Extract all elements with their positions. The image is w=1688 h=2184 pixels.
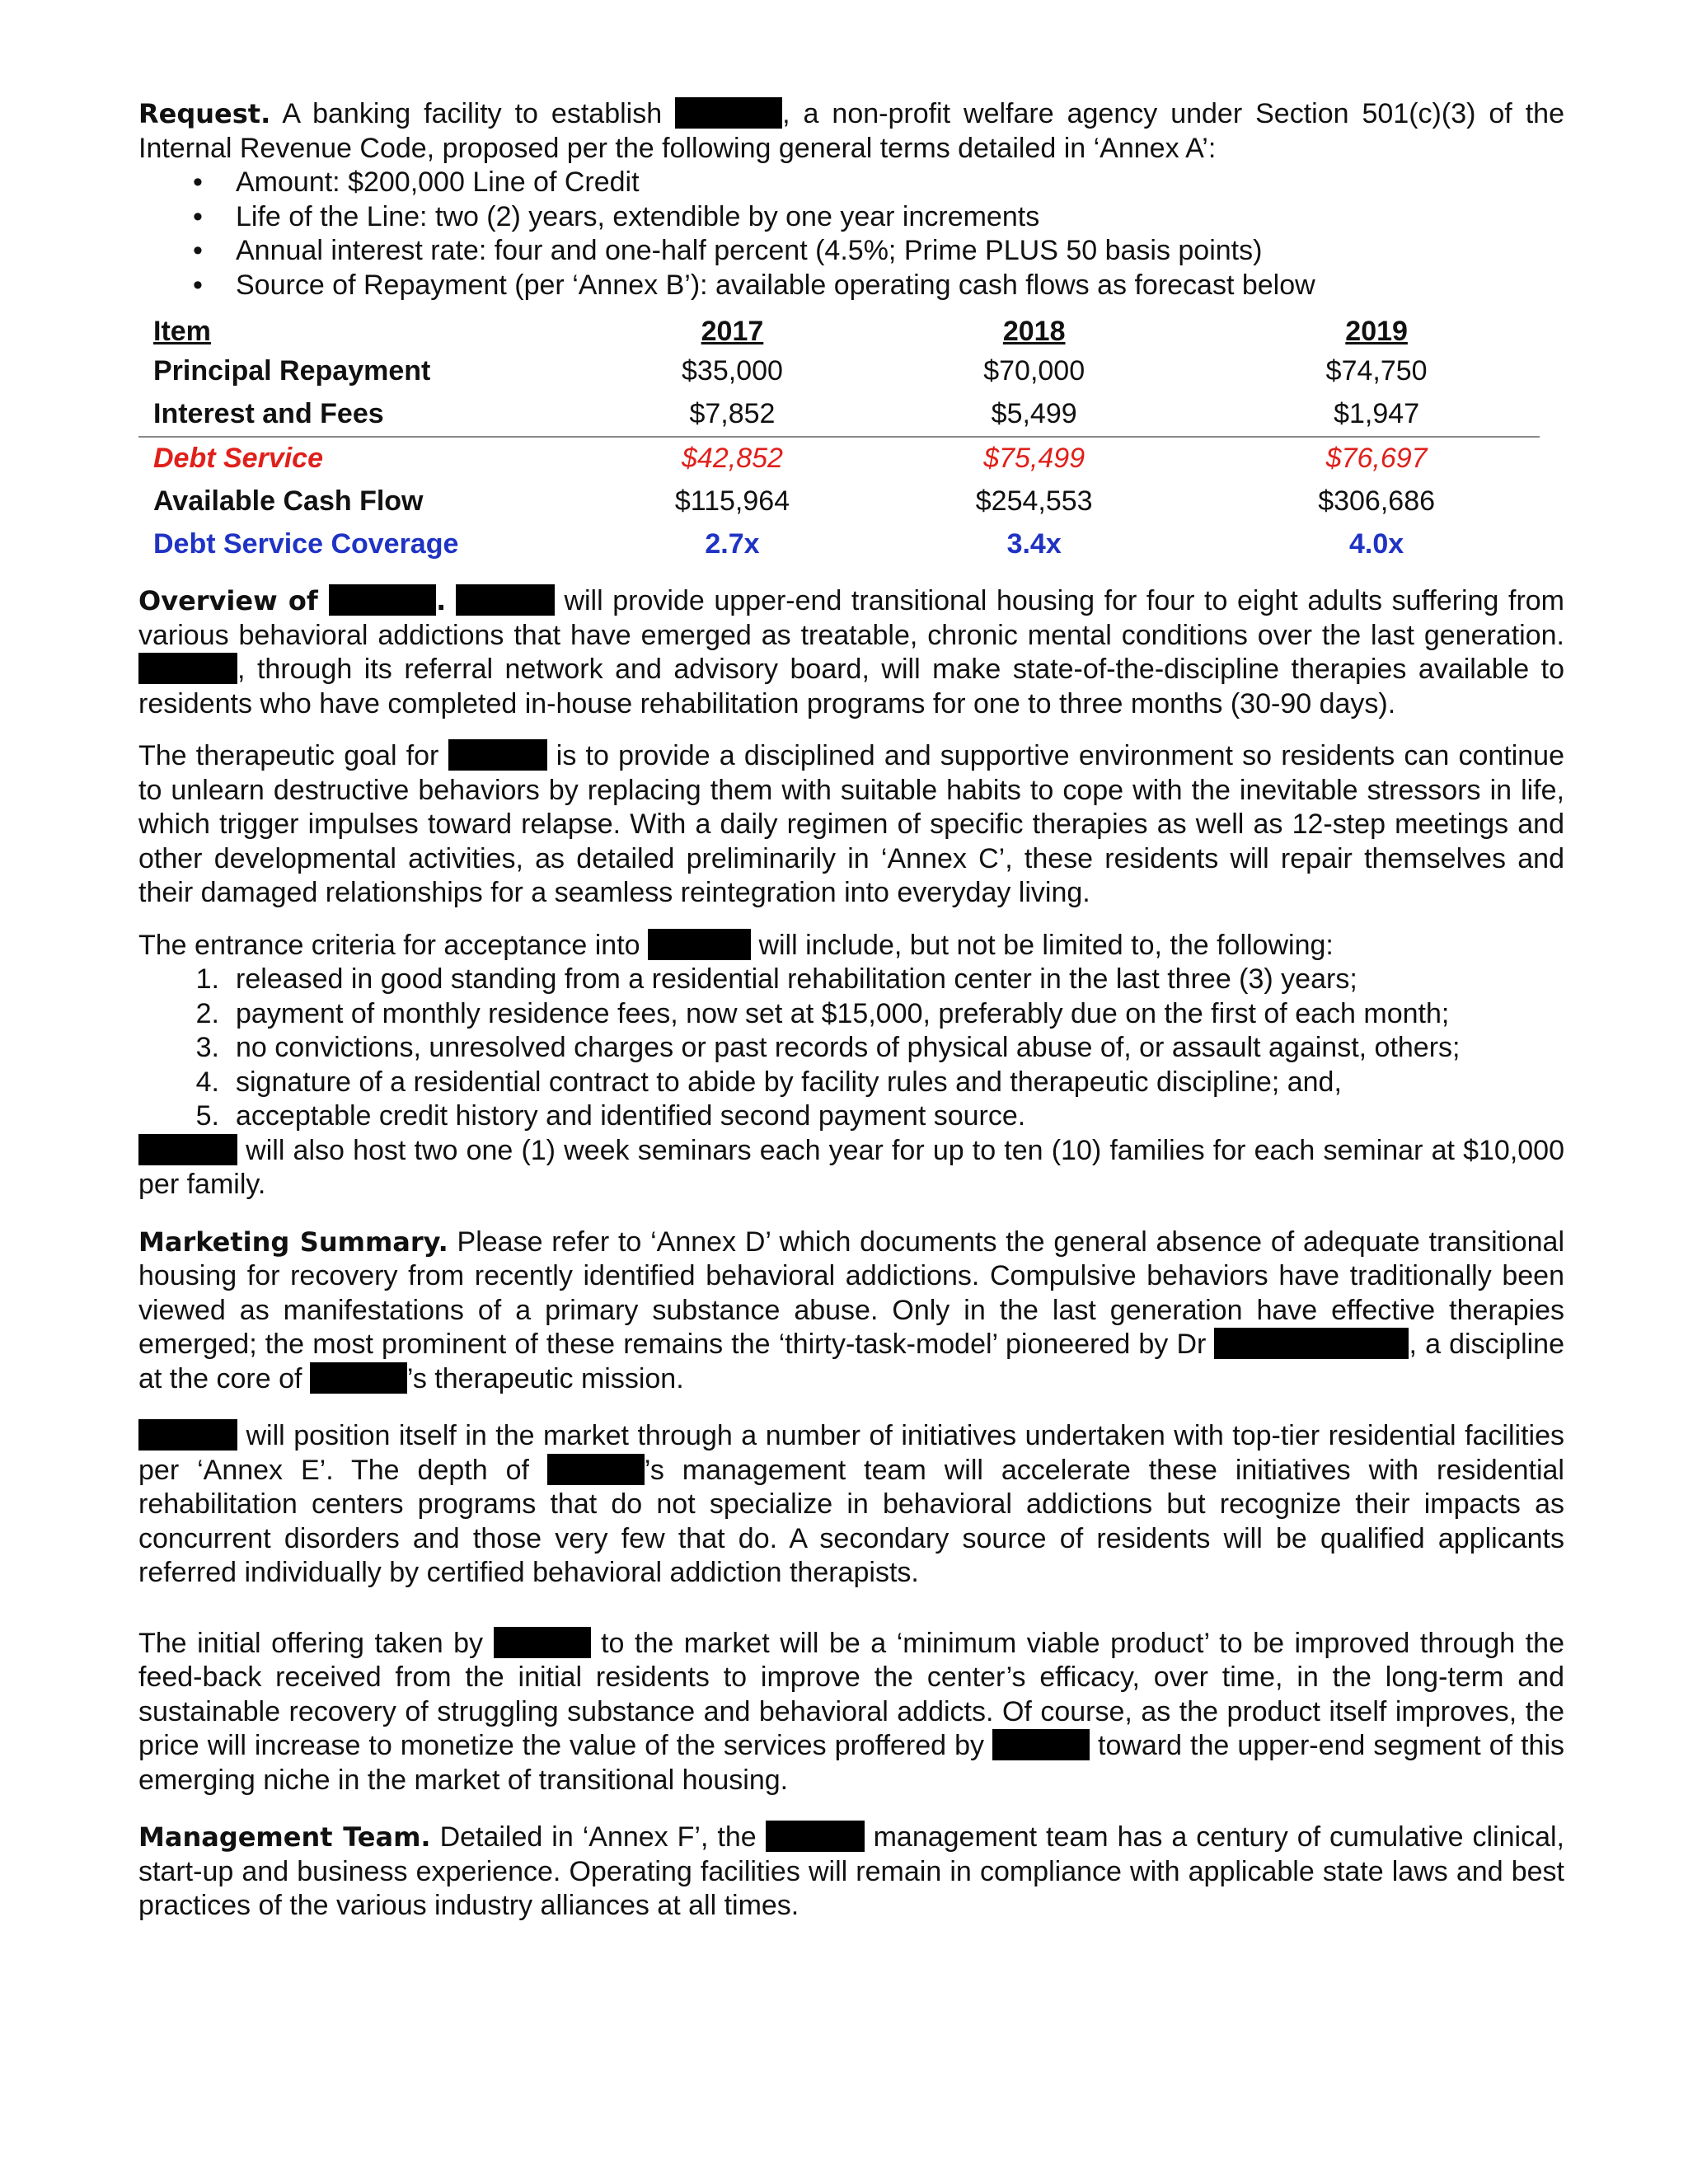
overview-text: The entrance criteria for acceptance into <box>138 929 648 961</box>
redaction <box>329 584 436 616</box>
table-header: Item <box>153 316 211 348</box>
table-cell: $35,000 <box>682 355 783 387</box>
overview-paragraph-1 <box>138 584 1564 721</box>
list-number: 3. <box>195 1032 219 1063</box>
table-cell: $254,553 <box>975 485 1093 518</box>
marketing-text: will position itself in the market through a number of initiatives undertaken with top-tier residential facilities per ‘Annex E’. The depth of <box>138 1420 1564 1486</box>
marketing-text-2: to the market will be a ‘minimum viable product’ to be improved through the feed-back received from the initial residents to improve the center’s efficacy, over time, in the long-term and sustainable recovery of struggling substance and behavioral addicts. Of course, as the product itself improves, the price will increase to monetize the value of the services proffered by <box>138 1627 1564 1761</box>
row-label: Available Cash Flow <box>153 485 424 518</box>
repayment-table <box>138 314 1540 566</box>
list-text: acceptable credit history and identified second payment source. <box>236 1100 1026 1132</box>
table-header: 2017 <box>701 316 764 348</box>
table-cell: $115,964 <box>674 485 790 518</box>
redaction <box>494 1627 591 1658</box>
entrance-criteria-list <box>138 963 1564 1134</box>
list-item: • Life of the Line: two (2) years, extendible by one year increments <box>138 200 1564 235</box>
marketing-heading: Marketing Summary. <box>138 1226 448 1258</box>
table-cell: 2.7x <box>705 528 760 560</box>
list-number: 1. <box>195 963 219 995</box>
overview-text-2: , through its referral network and advisory board, will make state-of-the-discipline therapies available to residents who have completed in-house rehabilitation programs for one to three months (30-90 days). <box>138 654 1564 719</box>
list-item: • Source of Repayment (per ‘Annex B’): available operating cash flows as forecast below <box>138 269 1564 303</box>
list-text: no convictions, unresolved charges or past records of physical abuse of, or assault against, others; <box>236 1032 1461 1063</box>
table-row-coverage <box>138 523 1540 566</box>
table-cell: 3.4x <box>1006 528 1062 560</box>
marketing-text-3: ’s therapeutic mission. <box>406 1362 684 1394</box>
marketing-text: Please refer to ‘Annex D’ which documents the general absence of adequate transitional housing for recovery from recently identified behavioral addictions. Compulsive behaviors have traditionally been viewed as manifestations of a primary substance abuse. Only in the last generation have effective therapies emerged; the most prominent of these remains the ‘thirty-task-model’ pioneered by Dr <box>138 1226 1565 1360</box>
overview-text: The therapeutic goal for <box>138 740 448 771</box>
table-row <box>138 480 1540 523</box>
overview-paragraph-3 <box>138 929 1564 963</box>
list-number: 2. <box>195 997 219 1029</box>
list-item <box>138 963 1564 997</box>
row-label: Debt Service <box>138 437 610 480</box>
redaction <box>138 1134 237 1165</box>
table-cell: $306,686 <box>1318 485 1436 518</box>
management-paragraph <box>138 1821 1564 1924</box>
table-header-row <box>138 314 1540 350</box>
overview-heading-period: . <box>436 585 447 616</box>
list-text: signature of a residential contract to abide by facility rules and therapeutic discipline; and, <box>236 1066 1342 1098</box>
marketing-paragraph-2 <box>138 1419 1564 1591</box>
table-cell: $7,852 <box>689 398 776 430</box>
list-text: payment of monthly residence fees, now set at $15,000, preferably due on the first of each month; <box>236 997 1450 1029</box>
table-cell: $74,750 <box>1325 355 1428 387</box>
overview-text: will also host two one (1) week seminars each year for up to ten (10) families for each seminar at $10,000 per family. <box>138 1134 1564 1200</box>
table-cell: $75,499 <box>855 437 1213 480</box>
table-cell: $76,697 <box>1213 437 1540 480</box>
table-row-debt-service <box>138 437 1540 480</box>
list-item <box>138 1031 1564 1066</box>
table-header: 2019 <box>1345 316 1408 348</box>
marketing-text-2: , a discipline at the core of <box>138 1329 1564 1394</box>
table-cell: $5,499 <box>991 398 1077 430</box>
management-text: Detailed in ‘Annex F’, the <box>430 1821 766 1853</box>
list-item <box>138 1099 1564 1134</box>
list-item: • Annual interest rate: four and one-half percent (4.5%; Prime PLUS 50 basis points) <box>138 234 1564 269</box>
table-row <box>138 393 1540 437</box>
overview-paragraph-4 <box>138 1134 1564 1202</box>
redaction <box>138 653 237 684</box>
table-cell: 4.0x <box>1349 528 1404 560</box>
overview-heading: Overview of <box>138 585 330 616</box>
overview-paragraph-2 <box>138 739 1564 911</box>
table-row <box>138 350 1540 393</box>
overview-text-2: is to provide a disciplined and supportive environment so residents can continue to unlearn destructive behaviors by replacing them with suitable habits to cope with the inevitable stressors in life, which trigger impulses toward relapse. With a daily regimen of specific therapies as well as 12-step meetings and other developmental activities, as detailed preliminarily in ‘Annex C’, these residents will repair themselves and their damaged relationships for a seamless reintegration into everyday living. <box>138 740 1564 908</box>
redaction <box>310 1362 407 1394</box>
list-item <box>138 1066 1564 1100</box>
redaction <box>448 739 547 771</box>
redaction <box>766 1821 865 1852</box>
request-text: A banking facility to establish <box>270 98 676 129</box>
list-item: • Amount: $200,000 Line of Credit <box>138 166 1564 200</box>
document-page <box>138 97 1564 1924</box>
management-heading: Management Team. <box>138 1821 431 1853</box>
marketing-text-2: ’s management team will accelerate these initiatives with residential rehabilitation centers programs that do not specialize in behavioral addictions but recognize their impacts as concurrent disorders and those very few that do. A secondary source of residents will be qualified applicants referred individually by certified behavioral addiction therapists. <box>138 1454 1564 1588</box>
table-cell: $42,852 <box>610 437 855 480</box>
list-number: 5. <box>195 1100 219 1132</box>
list-number: 4. <box>195 1066 219 1098</box>
management-text-2: management team has a century of cumulative clinical, start-up and business experience. Operating facilities will remain in compliance with applicable state laws and best practices of the various industry alliances at all times. <box>138 1821 1565 1921</box>
row-label: Debt Service Coverage <box>153 528 459 560</box>
marketing-text: The initial offering taken by <box>138 1627 494 1659</box>
marketing-paragraph-1 <box>138 1226 1564 1397</box>
redaction <box>547 1454 645 1485</box>
table-header: 2018 <box>1002 316 1066 348</box>
table-cell: $1,947 <box>1334 398 1420 430</box>
request-heading: Request. <box>138 98 271 129</box>
redaction <box>992 1729 1090 1760</box>
marketing-paragraph-3 <box>138 1627 1564 1798</box>
request-terms-list <box>138 166 1564 302</box>
redaction <box>138 1419 237 1451</box>
table-cell: $70,000 <box>983 355 1085 387</box>
row-label: Interest and Fees <box>153 398 384 430</box>
redaction <box>648 929 751 960</box>
row-label: Principal Repayment <box>153 355 431 387</box>
redaction <box>456 584 555 616</box>
list-item <box>138 997 1564 1032</box>
marketing-text-3: toward the upper-end segment of this emerging niche in the market of transitional housing. <box>138 1730 1564 1796</box>
redaction <box>1214 1328 1409 1359</box>
overview-text-2: will include, but not be limited to, the following: <box>751 929 1334 961</box>
list-text: released in good standing from a residential rehabilitation center in the last three (3) years; <box>236 963 1357 995</box>
request-paragraph <box>138 97 1564 166</box>
redaction <box>675 97 782 129</box>
request-text-2: , a non-profit welfare agency under Section 501(c)(3) of the Internal Revenue Code, proposed per the following general terms detailed in ‘Annex A’: <box>138 98 1564 164</box>
overview-text: will provide upper-end transitional housing for four to eight adults suffering from various behavioral addictions that have emerged as treatable, chronic mental conditions over the last generation. <box>138 585 1565 651</box>
